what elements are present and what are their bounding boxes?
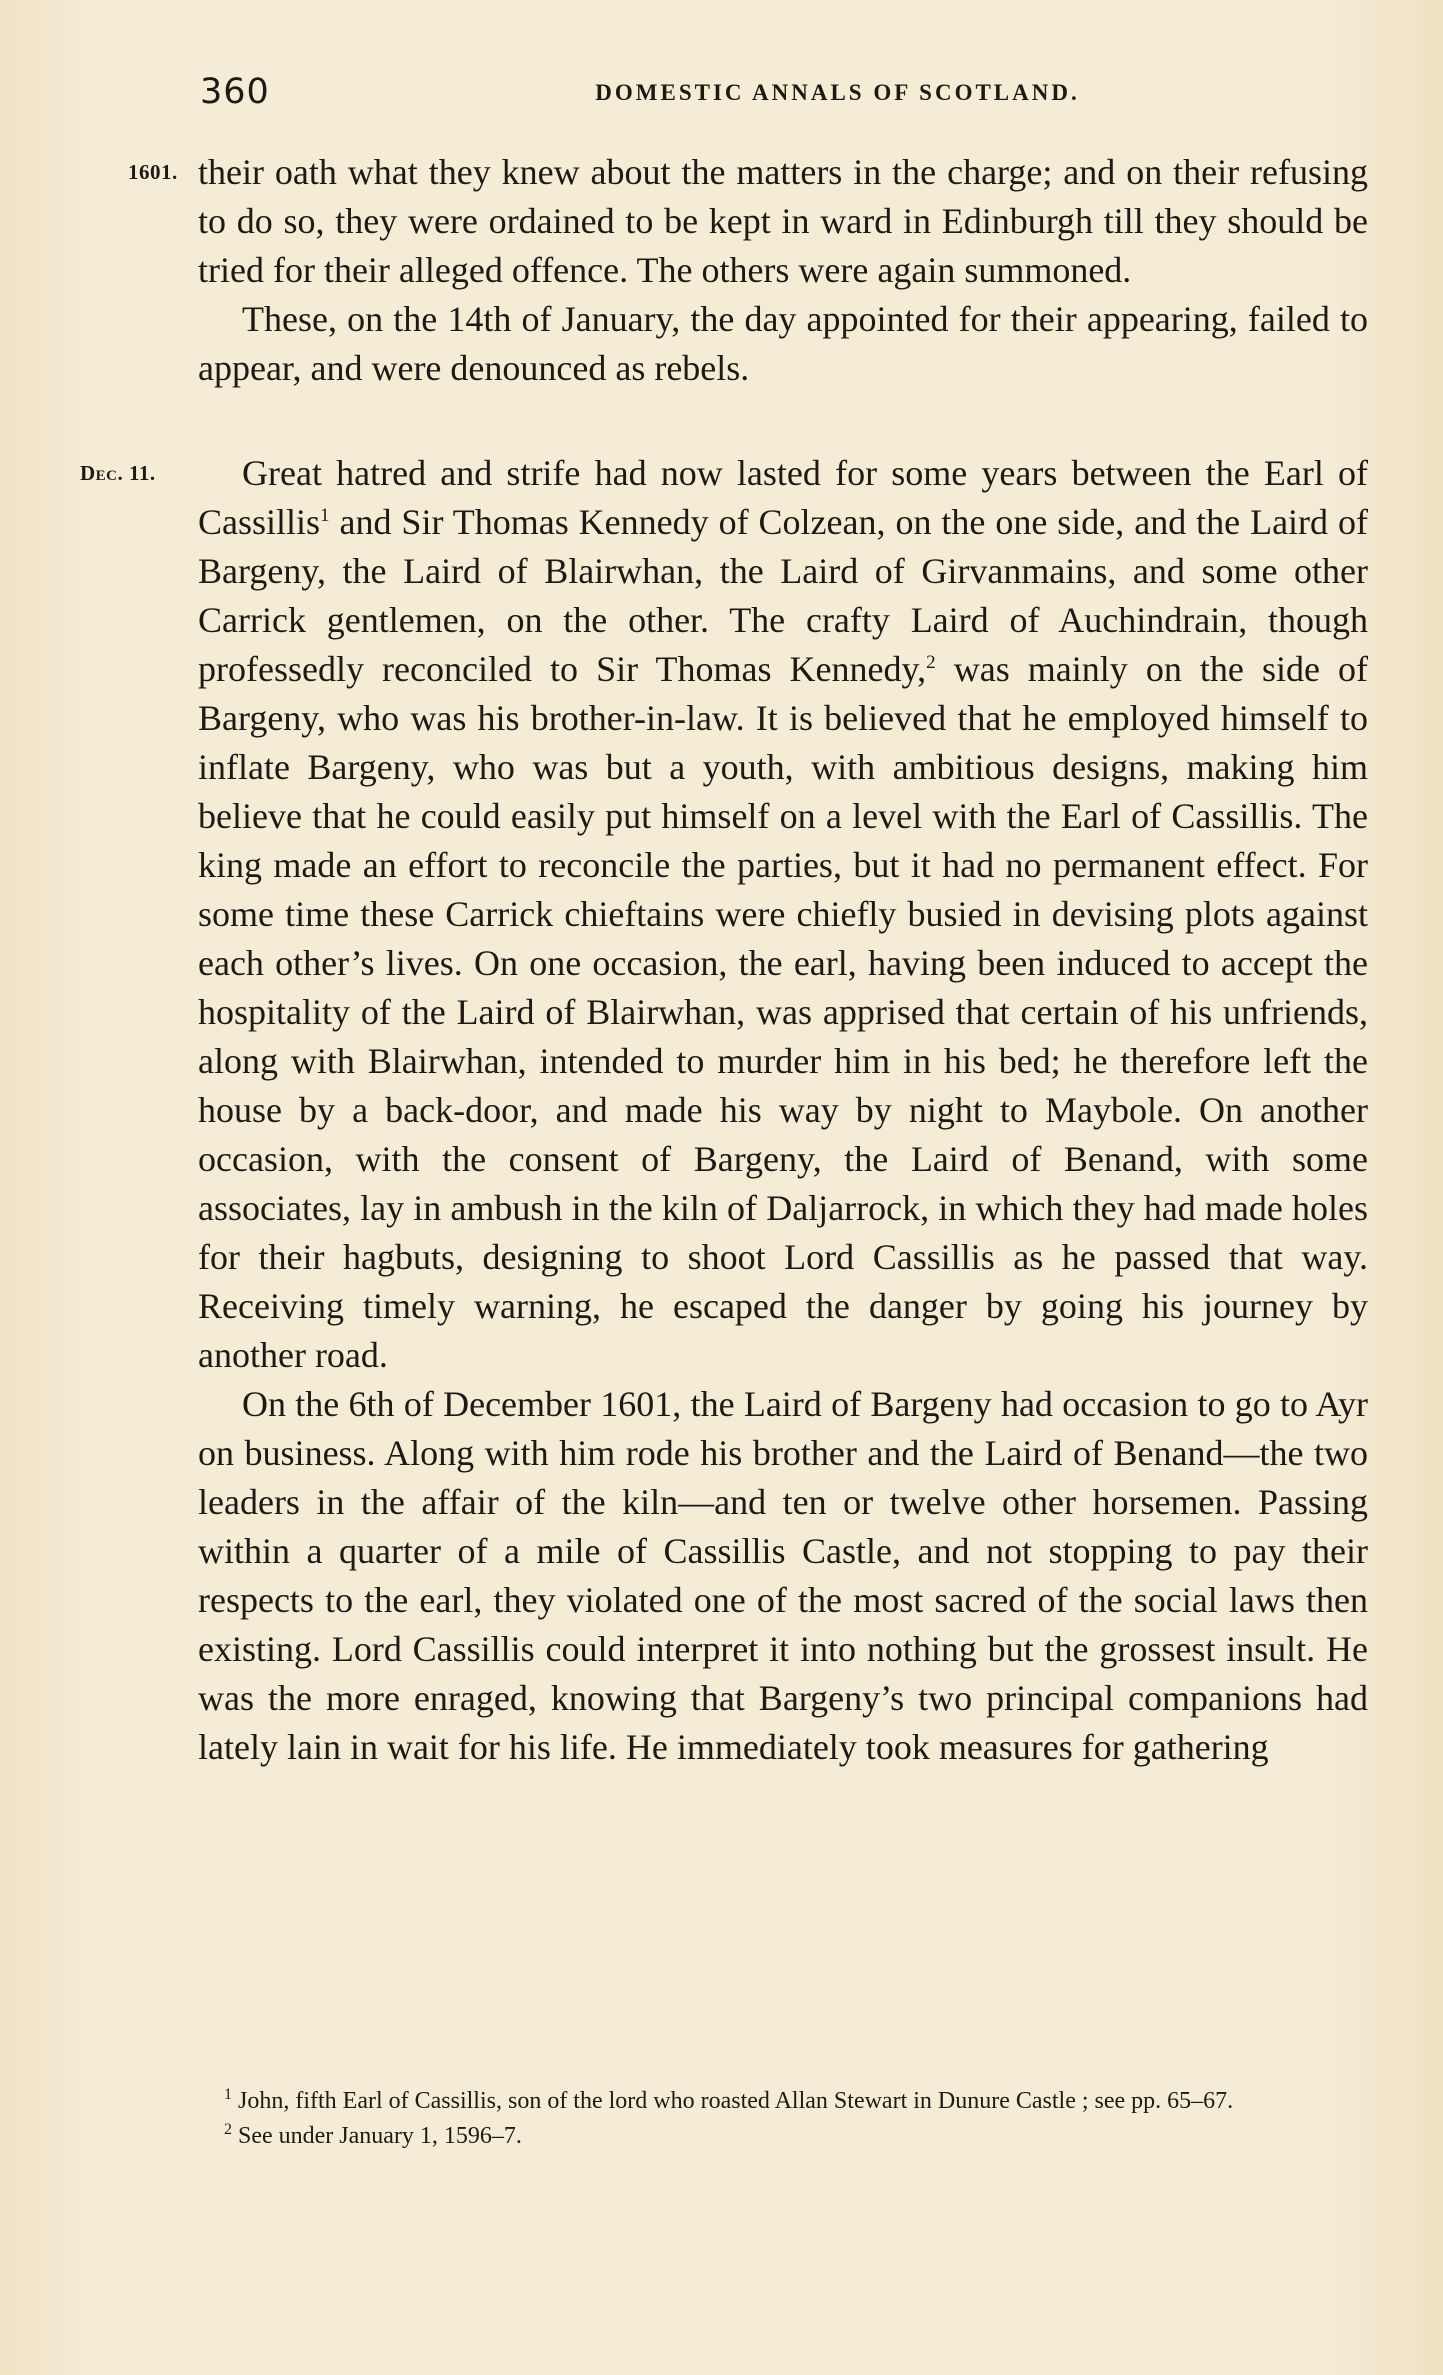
footnote-text: See under January 1, 1596–7.	[232, 2123, 522, 2149]
footnote	[198, 2119, 1358, 2154]
paragraph-feud	[80, 449, 1368, 1380]
paragraph-text: Great hatred and strife had now lasted for some years between the Earl of Cassillis	[198, 453, 1368, 542]
margin-date-dec: Dec. 11.	[80, 461, 156, 485]
running-head: DOMESTIC ANNALS OF SCOTLAND.	[595, 80, 1080, 105]
margin-date-year: 1601.	[128, 160, 178, 184]
footnote-mark: 2	[224, 2121, 232, 2138]
paragraph-text: their oath what they knew about the matters in the charge; and on their refusing to do so, they were ordained to be kept in ward in Edinburgh till they should be tried for their alleged offence. The others were again summoned.	[198, 152, 1368, 290]
body-text	[80, 148, 1368, 1772]
page-header	[200, 72, 1370, 122]
footnote	[198, 2084, 1358, 2119]
page-number: 360	[200, 72, 270, 112]
paragraph-denounced: These, on the 14th of January, the day appointed for their appearing, failed to appear, and were denounced as rebels.	[198, 299, 1368, 388]
paragraph-text: and Sir Thomas Kennedy of Colzean, on the one side, and the Laird of Bargeny, the Laird of Blairwhan, the Laird of Girvanmains, and some other Carrick gentlemen, on the other. The crafty Laird of Auchindrain, though professedly reconciled to Sir Thomas Kennedy,	[198, 502, 1368, 689]
footnote-ref-1[interactable]: 1	[320, 505, 330, 526]
footnote-mark: 1	[224, 2086, 232, 2103]
footnote-ref-2[interactable]: 2	[926, 652, 936, 673]
section-gap	[198, 393, 1368, 449]
footnotes	[198, 2084, 1358, 2154]
paragraph-december: On the 6th of December 1601, the Laird of Bargeny had occasion to go to Ayr on business. Along with him rode his brother and the Laird of Benand—the two leaders in the affair of the kiln—and ten or twelve other horsemen. Passing within a quarter of a mile of Cassillis Castle, and not stopping to pay their respects to the earl, they violated one of the most sacred of the social laws then existing. Lord Cassillis could interpret it into nothing but the grossest insult. He was the more enraged, knowing that Bargeny’s two principal companions had lately lain in wait for his life. He immediately took measures for gathering	[198, 1384, 1368, 1767]
footnote-text: John, fifth Earl of Cassillis, son of the lord who roasted Allan Stewart in Dunure Castle ; see pp. 65–67.	[232, 2088, 1234, 2114]
paragraph-continuation	[128, 148, 1368, 295]
paragraph-text: was mainly on the side of Bargeny, who was his brother-in-law. It is believed that he employed himself to inflate Bargeny, who was but a youth, with ambitious designs, making him believe that he could easily put himself on a level with the Earl of Cassillis. The king made an effort to reconcile the parties, but it had no permanent effect. For some time these Carrick chieftains were chiefly busied in devising plots against each other’s lives. On one occasion, the earl, having been induced to accept the hospitality of the Laird of Blairwhan, was apprised that certain of his unfriends, along with Blairwhan, intended to murder him in his bed; he therefore left the house by a back-door, and made his way by night to Maybole. On another occasion, with the consent of Bargeny, the Laird of Benand, with some associates, lay in ambush in the kiln of Daljarrock, in which they had made holes for their hagbuts, designing to shoot Lord Cassillis as he passed that way. Receiving timely warning, he escaped the danger by going his journey by another road.	[198, 649, 1368, 1375]
